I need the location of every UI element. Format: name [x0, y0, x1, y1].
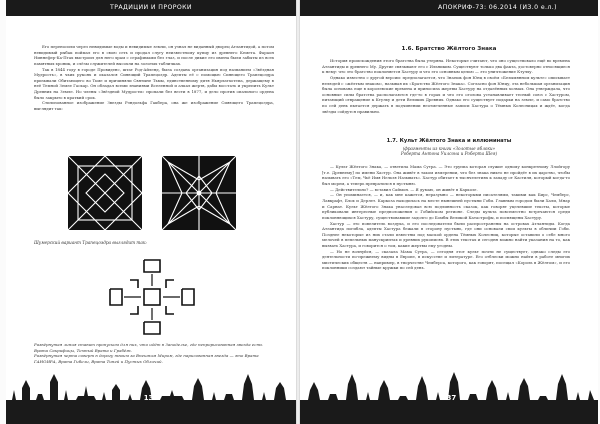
- section-2-paragraph-1: — Культ Жёлтого Знака, — ответила Мама Сутра. — Это группа которая служит одному конкретному Ллойгору [т.е. Древнему] по имени Хастур. Она живёт в таком измерении, что без знака никто не пройдёт в их царство, чтобы называть его «Тем, Чьё Имя Нельзя Называть». Хастур обитает в тысячелетиях к западу от Кастиля, который когда-то был морем, а теперь превратился в пустыню.: [322, 164, 570, 186]
- right-page-number: 137: [441, 394, 457, 402]
- section-2-paragraph-3: — Он упоминается, — и, как мне кажется, неразумно — некоторыми писателями, такими как Бирс, Чемберс, Лавкрафт, Блох и Дерлет. Каркоза находилась на месте нынешней пустыни Гоби. Главным городом были Хали, Мнар и Сарнат. Культ Жёлтого Знака унаследовал всю подлинность сказок, как говорят уцелевшие тексты, которые публиковали интересные предположения о Гобийском регионе. Следы культа повсеместно встречаются среди поклоняющихся Хастуру, существовавшие задолго до Бомбы Великой Катастрофы, и посвящены Хастуру.: [322, 192, 570, 220]
- left-page: [6, 0, 296, 424]
- section-1-paragraph-2: Однако известно с другой версии: предполагается, что Знаешь фон Юнц в своём «Безымянном культе» описывает нелюдей с «жёлтым знаком», называя их «Братство Жёлтого Знака». Согласно фон Юнцу, эта небольшая организация была основана еще в королевские времена и приносила жертвы Хастуру на отдалённых холмах. Она утверждала, что основные силы братства располагаются где-то в горах и что его оголова устанавливает тесный союз с Хастуром, питающий отвращение к Ктулху и дети Великих Древних. Однако его существует подарки на земле, и само братство по сей день пытается держать в подчинении неотмеченные записи Хастура о Тёмных Колесницах и ждёт, когда звёзды сойдутся правильно.: [322, 74, 570, 114]
- left-paragraph-2: Так в 1844 году в городе Провиденс, штат Род-Айленд, была создана организация под названием «Звёздная Мудрость», в чьих рукоях и оказался Сияющий Трапецоэдр. Адепты её с помощью Сияющего Трапецоэдра призывали Обитающего во Тьме и причиняли Святыне Тьмы, единственному дитя Ньярлатхотепа, держащему в неё Темной Земле Гаскар. Он обладал всеми знаниями Вселенной и алкал жертв, дабы восстать и укрепить Культ Древних на Земле. Но члены «Звёздной Мудрости» пропали без вести в 1877, и дело против опального ордена было закрыто в краткий срок.: [34, 66, 274, 100]
- figure-1-caption: Шумерский вариант Трапецоэдра выглядит так:: [34, 240, 147, 245]
- right-page: [300, 0, 598, 424]
- star-figure-right: [162, 156, 236, 230]
- section-2-paragraph-5: — Но не волнуйся, — сказала Мама Сутра, — сегодня этот культ почти не существует, однако следы его деятельности по-прежнему видны в Европе, в искусстве и литературе. Его отблески можно найти в работе многих мистических обществ — например, в творчестве Чемберса, которого, как говорят, посещал «Король в Жёлтом», и его поклонники создают тайные кружки по сей день.: [322, 248, 570, 271]
- figure-2-caption-line-1: Развёрнутая линия ставит пропуском для них, что идёт в Заподелье, где непрорисованная звезда есть Врата Сакрифицы, Темный Врата и Грабёж.: [34, 342, 263, 353]
- section-2-subtitle: [300, 146, 598, 157]
- left-page-header: ТРАДИЦИИ И ПРОРОКИ: [6, 0, 296, 16]
- section-2-paragraph-2: — Действительно? — вставил Саймон. — Я думаю, он живёт в Каркозе.: [330, 186, 478, 192]
- section-1-title: 1.6. Братство Жёлтого Знака: [401, 46, 497, 52]
- section-2-subtitle-line-1: (фрагменты из книги «Золотые яблоки»: [402, 146, 496, 151]
- star-figure-left: [68, 156, 142, 230]
- skyline-silhouette-right: [300, 360, 598, 424]
- section-2-subtitle-line-2: Роберта Антона Уилсона и Роберта Шея): [400, 151, 498, 157]
- section-1-body: [322, 58, 570, 114]
- trapezohedron-figure: [64, 152, 240, 234]
- right-page-header: АПОКРИФ-73: 06.2014 (ИЗ.0 е.л.): [300, 0, 598, 16]
- section-2-body: [322, 164, 570, 271]
- section-2-paragraph-4: Хастур — это повелитель воздуха, и его последователи были распространены на островах Атлантиды. Когда Атлантида погибла, адепты Хастура бежали в сторону пустынь, где они основали свои культы в обличии Гоби. Позднее некоторые из них стали известны под маской ордена Тёмных Колесниц, которые оставили о себе много мелочей в пепельных манускриптах и древних рукописях. В этих текстах и сегодня можно найти указания на то, как вызвать Хастура, и говорится о том, какие жертвы ему угодны.: [322, 220, 570, 248]
- figure-2-caption-line-2: Развёрнутая черта соверт в дорогу твоим за Внешним Миром, где нарисованная звезда — это Врата ГАНОИРА, Врата Гибели, Врата Тиней и Пустых Обличий.: [34, 353, 259, 364]
- left-paragraph-3: Стилизованное изображение Звезды Рэндольфа Гакбера, она же изображение Сияющего Трапецоэдра, выглядит так:: [34, 100, 274, 111]
- section-1-paragraph-1: История происхождения этого братства была утеряна. Некоторые считают, что оно существовало ещё во времена Атлантиды и древнего Му. Другие связывают его с Ильниким. Существуют только два факта, достоверно относящиеся к нему: что это братство поклоняется Хастуру и что его основным целью — это уничтожение Ктулху.: [322, 58, 570, 75]
- section-2-title: 1.7. Культ Жёлтого Знака и иллюминаты: [386, 138, 512, 144]
- left-paragraph-1: Его переносили через невидимые воды и невидимые земли, он узнал не виданный дворец Атлантидой, а потом невидимый рыбак поймал его в свою сеть и продал слугу неизвестному купцу из древнего Кемета. Фараон Ниннефер-Ка-Птах выстроил для него храм с серафимами без глаз, и после дикие его имена были забыты из всех памятных хроник, и слёзы служителей высохли на золотых табличках.: [34, 44, 274, 66]
- skyline-silhouette-left: [6, 360, 296, 424]
- left-page-number: 136: [143, 394, 159, 402]
- gates-diagram: [106, 256, 198, 338]
- left-page-body: [34, 44, 274, 112]
